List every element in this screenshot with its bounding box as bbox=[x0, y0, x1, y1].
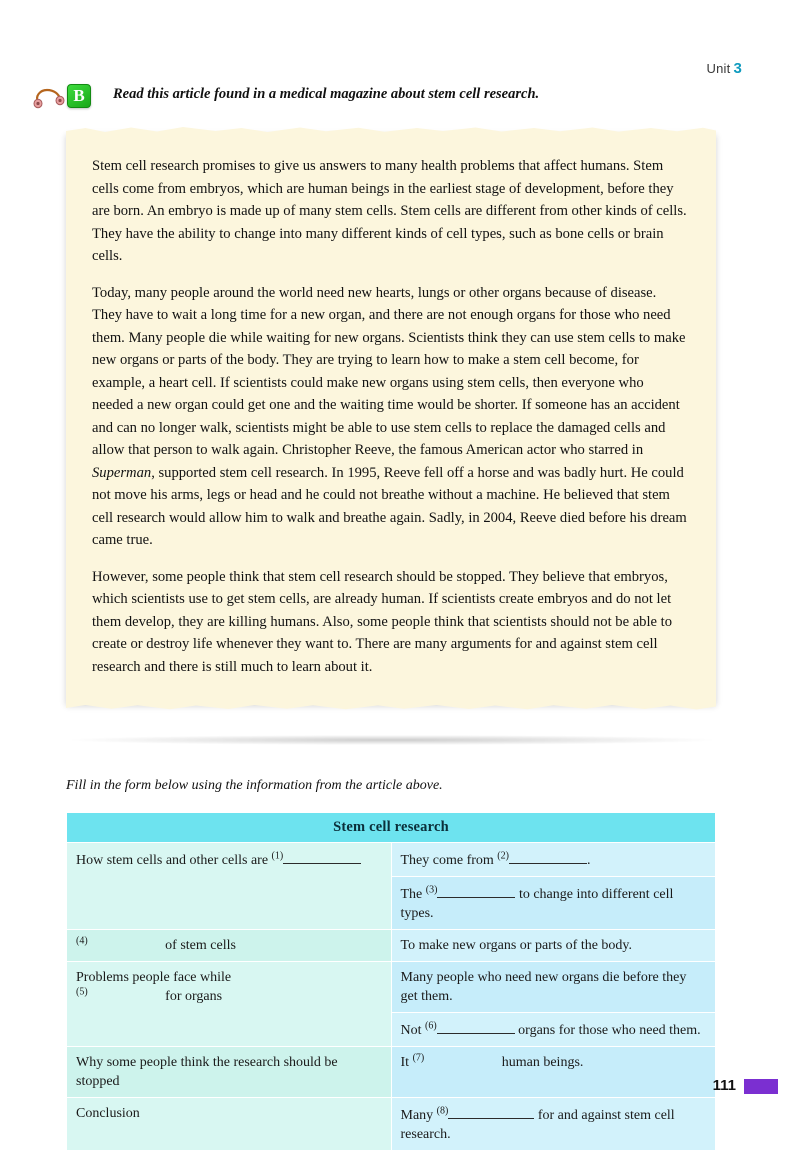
blank-number: (4) bbox=[76, 935, 88, 947]
cell-text: How stem cells and other cells are bbox=[76, 853, 272, 868]
cell-text: to change into different cell types. bbox=[400, 887, 674, 921]
cell-text: for and against stem cell research. bbox=[400, 1108, 675, 1142]
cell-text: for organs bbox=[161, 989, 223, 1004]
table-cell-answer bbox=[391, 930, 716, 962]
table-row bbox=[67, 930, 716, 962]
table-cell-question bbox=[67, 962, 392, 1047]
table-row bbox=[67, 1047, 716, 1098]
cell-text: Problems people face while bbox=[76, 970, 232, 985]
cell-text: They come from bbox=[400, 853, 498, 868]
blank-number: (2) bbox=[497, 850, 509, 862]
blank-number: (8) bbox=[436, 1105, 449, 1117]
article-container bbox=[66, 133, 716, 704]
table-cell-question bbox=[67, 930, 392, 962]
book-title: Superman bbox=[92, 464, 152, 481]
cell-text: . bbox=[586, 853, 591, 868]
cell-text: Conclusion bbox=[76, 1106, 140, 1121]
article-paragraph: Today, many people around the world need new hearts, lungs or other organs because of disease. They have to wait a long time for a new organ, and there are not enough organs for those who need them. Many people die while waiting for new organs. Scientists think they can use stem cells to make new organs or parts of the body. They are trying to learn how to make a stem cell become, for example, a heart cell. If scientists could make new organs using stem cells, then everyone who needed a new organ could get one and the waiting time would be shorter. If someone has an accident and can no longer walk, scientists might be able to use stem cells to replace the damaged cells and allow that person to walk again. Christopher Reeve, the famous American actor who starred in Superman, supported stem cell research. In 1995, Reeve fell off a horse and was badly hurt. He could not move his arms, legs or head and he could not breathe without a machine. He believed that stem cell research would allow him to walk and breathe again. Sadly, in 2004, Reeve died before his dream came true. bbox=[92, 284, 687, 548]
table-title: Stem cell research bbox=[67, 813, 716, 843]
answer-blank[interactable] bbox=[509, 849, 587, 864]
article-paragraph: However, some people think that stem cell research should be stopped. They believe that embryos, which scientists use to get stem cells, are already human. If scientists create embryos and do not let them develop, they are killing humans. Also, some people think that scientists should not be able to create or destroy life whenever they want to. There are many arguments for and against stem cell research and there is still much to learn about it. bbox=[92, 568, 673, 675]
unit-header bbox=[707, 60, 742, 77]
table-cell-question bbox=[67, 843, 392, 930]
page-number: 111 bbox=[712, 1077, 736, 1094]
answer-blank[interactable] bbox=[448, 1104, 534, 1119]
article-paper bbox=[66, 133, 716, 704]
blank-number: (7) bbox=[412, 1052, 425, 1064]
unit-number: 3 bbox=[733, 60, 742, 77]
page-tab-decoration bbox=[744, 1079, 778, 1094]
form-instruction: Fill in the form below using the information from the article above. bbox=[66, 778, 443, 793]
cell-text: Why some people think the research should be stopped bbox=[76, 1055, 338, 1089]
table-cell-question bbox=[67, 1098, 392, 1151]
cell-text: of stem cells bbox=[161, 938, 236, 953]
unit-label: Unit bbox=[706, 61, 731, 76]
cell-text: human beings. bbox=[498, 1055, 584, 1070]
table-row bbox=[67, 962, 716, 1013]
table-row bbox=[67, 1098, 716, 1151]
table-cell-answer bbox=[391, 843, 716, 877]
blank-number: (5) bbox=[76, 986, 88, 998]
blank-number: (3) bbox=[425, 884, 438, 896]
article-paragraph: Stem cell research promises to give us answers to many health problems that affect humans. Stem cells come from embryos, which are human beings in the earliest stage of development, before they are born. An embryo is made up of many stem cells. Stem cells are different from other kinds of cells. They have the ability to change into many different kinds of cell types, such as bone cells or brain cells. bbox=[92, 158, 687, 264]
cell-text: Many bbox=[400, 1108, 437, 1123]
table-header-row bbox=[67, 813, 716, 843]
paper-shadow bbox=[72, 735, 712, 745]
task-instruction: Read this article found in a medical magazine about stem cell research. bbox=[113, 86, 540, 102]
table-row bbox=[67, 843, 716, 877]
headphone-icon bbox=[33, 87, 67, 109]
table-cell-answer bbox=[391, 1098, 716, 1151]
cell-text: Not bbox=[400, 1023, 425, 1038]
answer-blank[interactable] bbox=[437, 883, 515, 898]
answer-blank[interactable] bbox=[437, 1019, 515, 1034]
table-cell-answer bbox=[391, 1047, 716, 1098]
table-cell-answer bbox=[391, 877, 716, 930]
cell-text: organs for those who need them. bbox=[514, 1023, 701, 1038]
blank-number: (1) bbox=[271, 850, 284, 862]
cell-text: It bbox=[400, 1055, 413, 1070]
stem-cell-form-table bbox=[66, 812, 716, 1151]
cell-text: Many people who need new organs die before they get them. bbox=[400, 970, 687, 1004]
task-letter-badge: B bbox=[67, 84, 91, 108]
answer-blank[interactable] bbox=[283, 849, 361, 864]
blank-number: (6) bbox=[425, 1020, 437, 1032]
task-header bbox=[33, 84, 760, 114]
cell-text: To make new organs or parts of the body. bbox=[400, 938, 633, 953]
table-cell-answer bbox=[391, 1013, 716, 1047]
table-cell-question bbox=[67, 1047, 392, 1098]
cell-text: The bbox=[400, 887, 426, 902]
table-cell-answer bbox=[391, 962, 716, 1013]
